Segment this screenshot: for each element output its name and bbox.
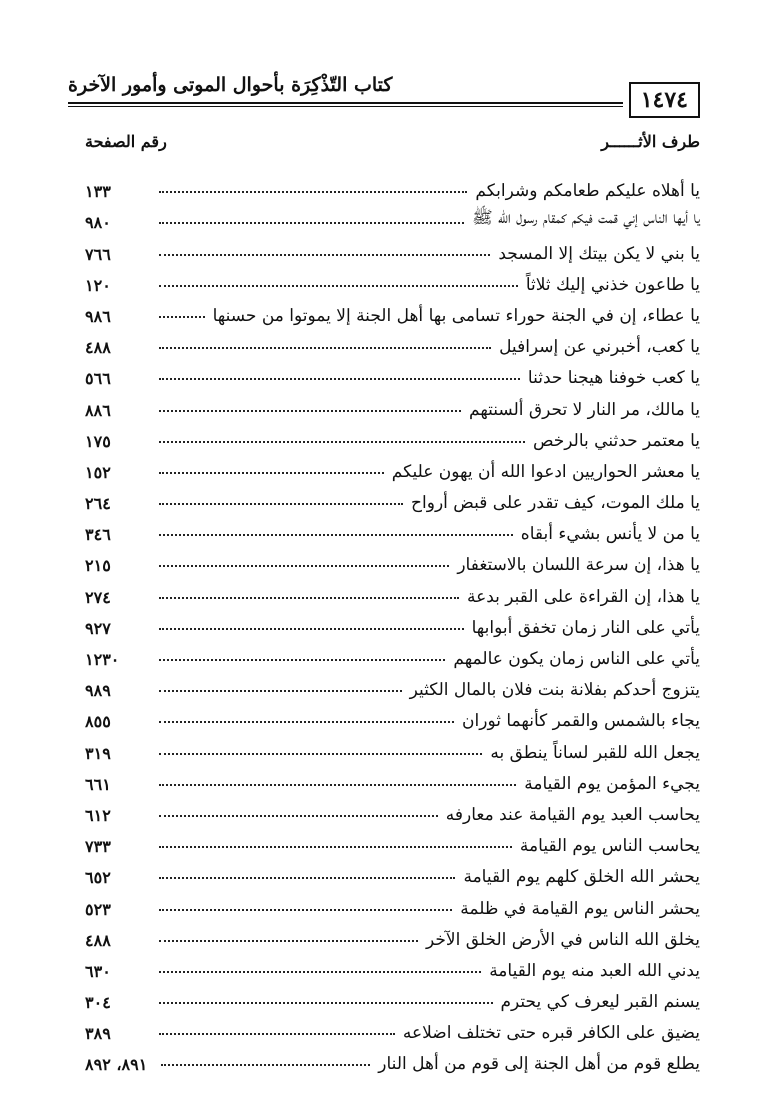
entry-text: يا ملك الموت، كيف تقدر على قبض أرواح	[411, 493, 700, 514]
entry-text: يا من لا يأنس بشيء أبقاه	[520, 524, 700, 545]
index-entry	[85, 482, 700, 513]
entry-page-number: ١٧٥	[85, 431, 111, 451]
index-entry	[85, 638, 700, 669]
book-title: كتاب التّذْكِرَة بأحوال الموتى وأمور الآخرة	[68, 74, 393, 96]
leader-dots	[159, 503, 403, 505]
entry-page-number: ٣٤٦	[85, 525, 111, 545]
entry-page-number: ٣١٩	[85, 743, 111, 763]
index-entry	[85, 451, 700, 482]
index-entry	[85, 170, 700, 201]
entry-text: يا كعب خوفنا هيجنا حدثنا	[527, 368, 700, 389]
leader-dots	[159, 316, 205, 318]
entry-page-number: ٢٦٤	[85, 494, 111, 514]
entry-page-number: ٩٢٧	[85, 618, 111, 638]
index-entry	[85, 825, 700, 856]
entry-page-number: ٧٦٦	[85, 244, 111, 264]
entry-text: يا مالك، مر النار لا تحرق ألسنتهم	[469, 399, 700, 420]
index-entry	[85, 513, 700, 544]
entry-text: يا أهلاه عليكم طعامكم وشرابكم	[475, 181, 700, 202]
leader-dots	[159, 940, 418, 942]
column-head-page: رقم الصفحة	[85, 132, 167, 151]
leader-dots	[159, 971, 481, 973]
entry-text: يا معتمر حدثني بالرخص	[532, 430, 700, 451]
leader-dots	[159, 565, 449, 567]
index-entry	[85, 420, 700, 451]
index-list	[85, 170, 700, 1074]
index-entry	[85, 575, 700, 606]
entry-page-number: ١٥٢	[85, 462, 111, 482]
column-headers	[85, 132, 700, 162]
leader-dots	[159, 753, 482, 755]
leader-dots	[159, 1002, 493, 1004]
entry-page-number: ٣٠٤	[85, 993, 111, 1013]
entry-text: يحاسب العبد يوم القيامة عند معارفه	[445, 804, 700, 825]
leader-dots	[159, 191, 467, 193]
entry-page-number: ٣٨٩	[85, 1024, 111, 1044]
index-entry	[85, 544, 700, 575]
entry-text: يجاء بالشمس والقمر كأنهما ثوران	[462, 711, 700, 732]
entry-text: يحشر الناس يوم القيامة في ظلمة	[460, 898, 700, 919]
entry-text: يسنم القبر ليعرف كي يحترم	[500, 992, 700, 1013]
entry-text: يأتي على النار زمان تخفق أبوابها	[471, 617, 700, 638]
entry-page-number: ١٣٣	[85, 182, 111, 202]
index-entry	[85, 794, 700, 825]
index-entry	[85, 264, 700, 295]
index-entry	[85, 1043, 700, 1074]
index-entry	[85, 357, 700, 388]
page-number-box	[623, 82, 706, 118]
entry-text: يا طاعون خذني إليك ثلاثاً	[525, 274, 700, 295]
entry-text: يدني الله العبد منه يوم القيامة	[489, 960, 700, 981]
entry-page-number: ٨٨٦	[85, 400, 111, 420]
entry-text: يجيء المؤمن يوم القيامة	[524, 773, 700, 794]
index-entry	[85, 763, 700, 794]
index-entry	[85, 950, 700, 981]
entry-page-number: ٨٥٥	[85, 712, 111, 732]
entry-text: يتزوج أحدكم بفلانة بنت فلان بالمال الكثير	[409, 680, 700, 701]
leader-dots	[159, 254, 490, 256]
leader-dots	[159, 347, 491, 349]
entry-page-number: ٦١٢	[85, 805, 111, 825]
entry-page-number: ٦٦١	[85, 774, 111, 794]
index-entry	[85, 700, 700, 731]
index-entry	[85, 1012, 700, 1043]
index-entry	[85, 388, 700, 419]
entry-page-number: ٩٨٠	[85, 213, 111, 233]
entry-page-number: ٦٣٠	[85, 961, 111, 981]
entry-text: يا معشر الحواريين ادعوا الله أن يهون عليكم	[391, 461, 700, 482]
leader-dots	[159, 378, 520, 380]
index-entry	[85, 919, 700, 950]
entry-text: يحشر الله الخلق كلهم يوم القيامة	[463, 867, 700, 888]
entry-text: يا هذا، إن القراءة على القبر بدعة	[466, 586, 700, 607]
leader-dots	[159, 472, 384, 474]
running-header	[68, 68, 698, 118]
entry-page-number: ٢١٥	[85, 556, 111, 576]
leader-dots	[159, 909, 452, 911]
leader-dots	[161, 1064, 370, 1066]
leader-dots	[159, 628, 464, 630]
index-entry	[85, 731, 700, 762]
leader-dots	[159, 846, 512, 848]
leader-dots	[159, 410, 461, 412]
entry-text: يطلع قوم من أهل الجنة إلى قوم من أهل النار	[378, 1054, 700, 1075]
entry-text: يخلق الله الناس في الأرض الخلق الآخر	[425, 929, 700, 950]
leader-dots	[159, 597, 459, 599]
index-entry	[85, 295, 700, 326]
entry-text: يضيق على الكافر قبره حتى تختلف اضلاعه	[402, 1023, 700, 1044]
entry-page-number: ١٢٠	[85, 275, 111, 295]
index-entry	[85, 201, 700, 232]
entry-page-number: ٧٣٣	[85, 837, 111, 857]
entry-text: يا هذا، إن سرعة اللسان بالاستغفار	[457, 555, 700, 576]
leader-dots	[159, 285, 518, 287]
header-rule-thin	[68, 106, 698, 107]
index-entry	[85, 887, 700, 918]
header-rule	[68, 102, 698, 104]
leader-dots	[159, 1033, 395, 1035]
entry-page-number: ٦٥٢	[85, 868, 111, 888]
entry-text: يا بني لا يكن بيتك إلا المسجد	[498, 243, 700, 264]
leader-dots	[159, 815, 438, 817]
leader-dots	[159, 534, 513, 536]
index-entry	[85, 232, 700, 263]
leader-dots	[159, 784, 516, 786]
entry-page-number: ٤٨٨	[85, 338, 111, 358]
index-entry	[85, 607, 700, 638]
index-entry	[85, 326, 700, 357]
entry-page-number: ٤٨٨	[85, 930, 111, 950]
column-head-hadith: طرف الأثــــــر	[601, 132, 700, 151]
leader-dots	[159, 222, 464, 224]
entry-text: يأتي على الناس زمان يكون عالمهم	[453, 649, 700, 669]
entry-page-number: ٢٧٤	[85, 587, 111, 607]
entry-text: يا أيها الناس إني قمت فيكم كمقام رسول الله ﷺ	[472, 208, 700, 229]
leader-dots	[159, 877, 455, 879]
leader-dots	[159, 721, 454, 723]
leader-dots	[159, 441, 525, 443]
page-number: ١٤٧٤	[629, 82, 700, 118]
entry-page-number: ٩٨٦	[85, 306, 111, 326]
index-entry	[85, 856, 700, 887]
index-entry	[85, 981, 700, 1012]
index-entry	[85, 669, 700, 700]
entry-page-number: ٨٩١، ٨٩٢	[85, 1055, 148, 1075]
entry-page-number: ١٢٣٠	[85, 650, 120, 669]
entry-page-number: ٥٦٦	[85, 369, 111, 389]
entry-page-number: ٩٨٩	[85, 681, 111, 701]
entry-text: يا عطاء، إن في الجنة حوراء تسامى بها أهل الجنة إلا يموتوا من حسنها	[212, 305, 700, 326]
entry-page-number: ٥٢٣	[85, 899, 111, 919]
entry-text: يجعل الله للقبر لساناً ينطق به	[490, 742, 700, 763]
leader-dots	[159, 659, 445, 661]
entry-text: يا كعب، أخبرني عن إسرافيل	[499, 337, 700, 358]
entry-text: يحاسب الناس يوم القيامة	[519, 836, 700, 857]
leader-dots	[159, 690, 402, 692]
